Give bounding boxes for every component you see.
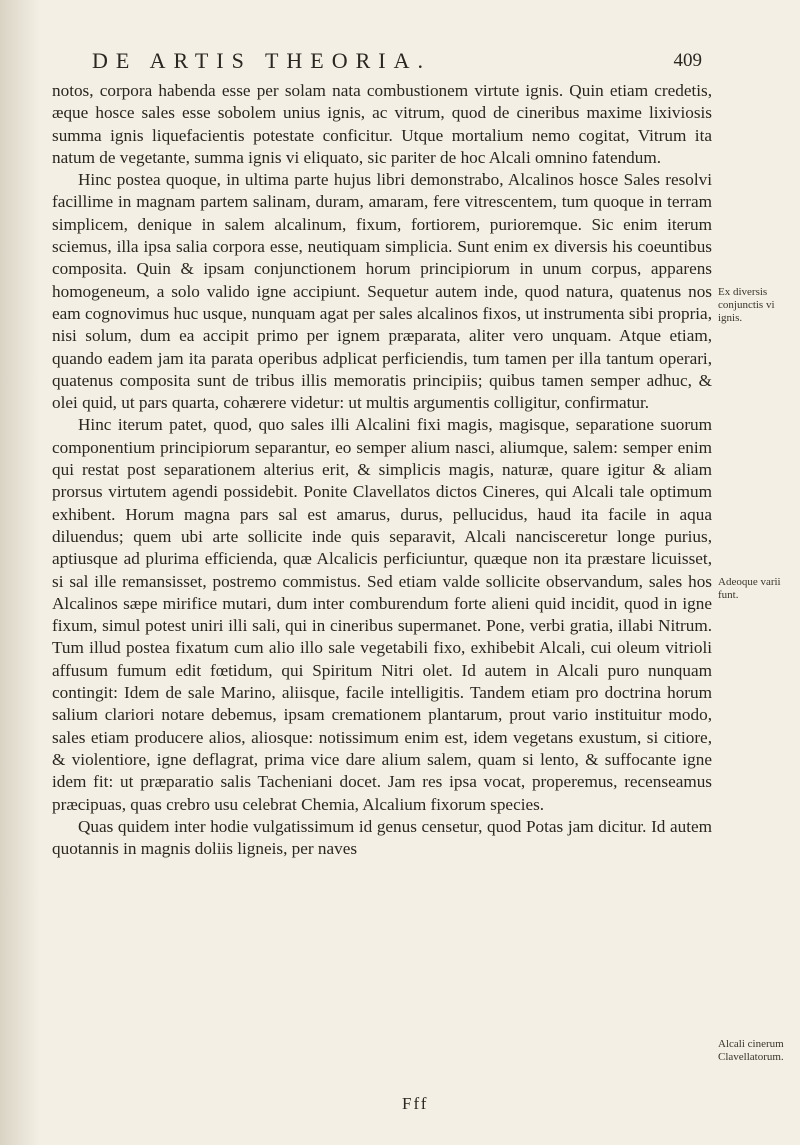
margin-note-1: Ex diversis conjunctis vi ignis. xyxy=(718,286,775,324)
paragraph-2: Hinc postea quoque, in ultima parte hujus libri demonstrabo, Alcalinos hosce Sales resolvi facillime in magnam partem salinam, duram, amaram, fere vitrescentem, tum quoque in terram simplicem, denique in salem alcalinum, fixum, fortiorem, purioremque. Sic enim iterum sciemus, illa ipsa salia corpora esse, neutiquam simplicia. Sunt enim ex diversis his coeuntibus composita. Quin & ipsam conjunctionem horum principiorum in unum corpus, apparens homogeneum, a solo valido igne accipiunt. Sequetur autem inde, quod natura, quatenus nos eam cognovimus huc usque, nunquam agat per sales alcalinos fixos, ut instrumenta sibi propria, nisi solum, dum ea accipit primo per ignem præparata, aliter vero unquam. Atque etiam, quando eadem jam ita parata operibus adplicat perficiendis, tum tamen per illa tantum operari, quatenus composita sunt de tribus illis memoratis principiis; quibus tamen semper adhuc, & olei quid, ut pars quarta, cohærere videtur: ut multis argumentis colligitur, confirmatur. xyxy=(52,170,712,413)
body-text xyxy=(52,80,712,860)
margin-note-2: Adeoque varii funt. xyxy=(718,576,781,601)
page-edge-shadow xyxy=(0,0,40,1145)
paragraph-4: Quas quidem inter hodie vulgatissimum id genus censetur, quod Potas jam dicitur. Id autem quotannis in magnis doliis ligneis, per naves xyxy=(52,816,712,859)
page-number: 409 xyxy=(673,50,702,71)
running-header xyxy=(92,48,702,82)
running-title: DE ARTIS THEORIA. xyxy=(92,48,431,73)
signature-mark: Fff xyxy=(402,1094,429,1113)
paragraph-1: notos, corpora habenda esse per solam nata combustionem virtute ignis. Quin etiam credetis, æque hosce sales esse sobolem unius ignis, ac vitrum, quod de cineribus maxime lixiviosis summa ignis liquefacientis potestate conficitur. Utque mortalium nemo cogitat, Vitrum ita natum de vegetante, summa ignis vi eliquato, sic pariter de hoc Alcali omnino fatendum. xyxy=(52,81,712,167)
margin-note-3: Alcali cinerum Clavellatorum. xyxy=(718,1038,784,1063)
paragraph-3: Hinc iterum patet, quod, quo sales illi Alcalini fixi magis, magisque, separatione suorum componentium principiorum separantur, eo semper alium nasci, aliumque, salem: semper enim qui restat post separationem alterius erit, & simplicis magis, naturæ, quare igitur & aliam prorsus virtutem agendi possidebit. Ponite Clavellatos dictos Cineres, qui Alcali tale optimum exhibent. Horum magna pars sal est amarus, durus, pellucidus, haud ita facile in aqua diluendus; quem ubi arte sollicite inde quis separavit, Alcali nancisceretur longe purius, aptiusque ad plurima efficienda, quæ Alcalicis perficiuntur, quæque non ita præstare licuisset, si sal ille remansisset, postremo commistus. Sed etiam valde sollicite observandum, sales hos Alcalinos sæpe mirifice mutari, dum inter comburendum forte alieni quid incidit, quod in igne fixum, simul potest uniri illi sali, qui in cineribus supermanet. Pone, verbi gratia, illabi Nitrum. Tum illud postea fixatum cum alio illo sale vegetabili fixo, exhibebit Alcali, cui oleum vitrioli affusum fumum edit fœtidum, qui Spiritum Nitri olet. Id autem in Alcali puro nunquam contingit: Idem de sale Marino, aliisque, facile intelligitis. Tandem etiam pro doctrina horum salium clariori notare debemus, ipsam cremationem plantarum, prout vario instituitur modo, sales etiam producere alios, aliosque: notissimum enim est, idem vegetans exustum, si citiore, & violentiore, igne deflagrat, prima vice dare alium salem, quam si lento, & suffocante igne idem fit: ut præparatio salis Tacheniani docet. Jam res ipsa vocat, properemus, recenseamus præcipuas, quas crebro usu celebrat Chemia, Alcalium fixorum species. xyxy=(52,415,712,814)
